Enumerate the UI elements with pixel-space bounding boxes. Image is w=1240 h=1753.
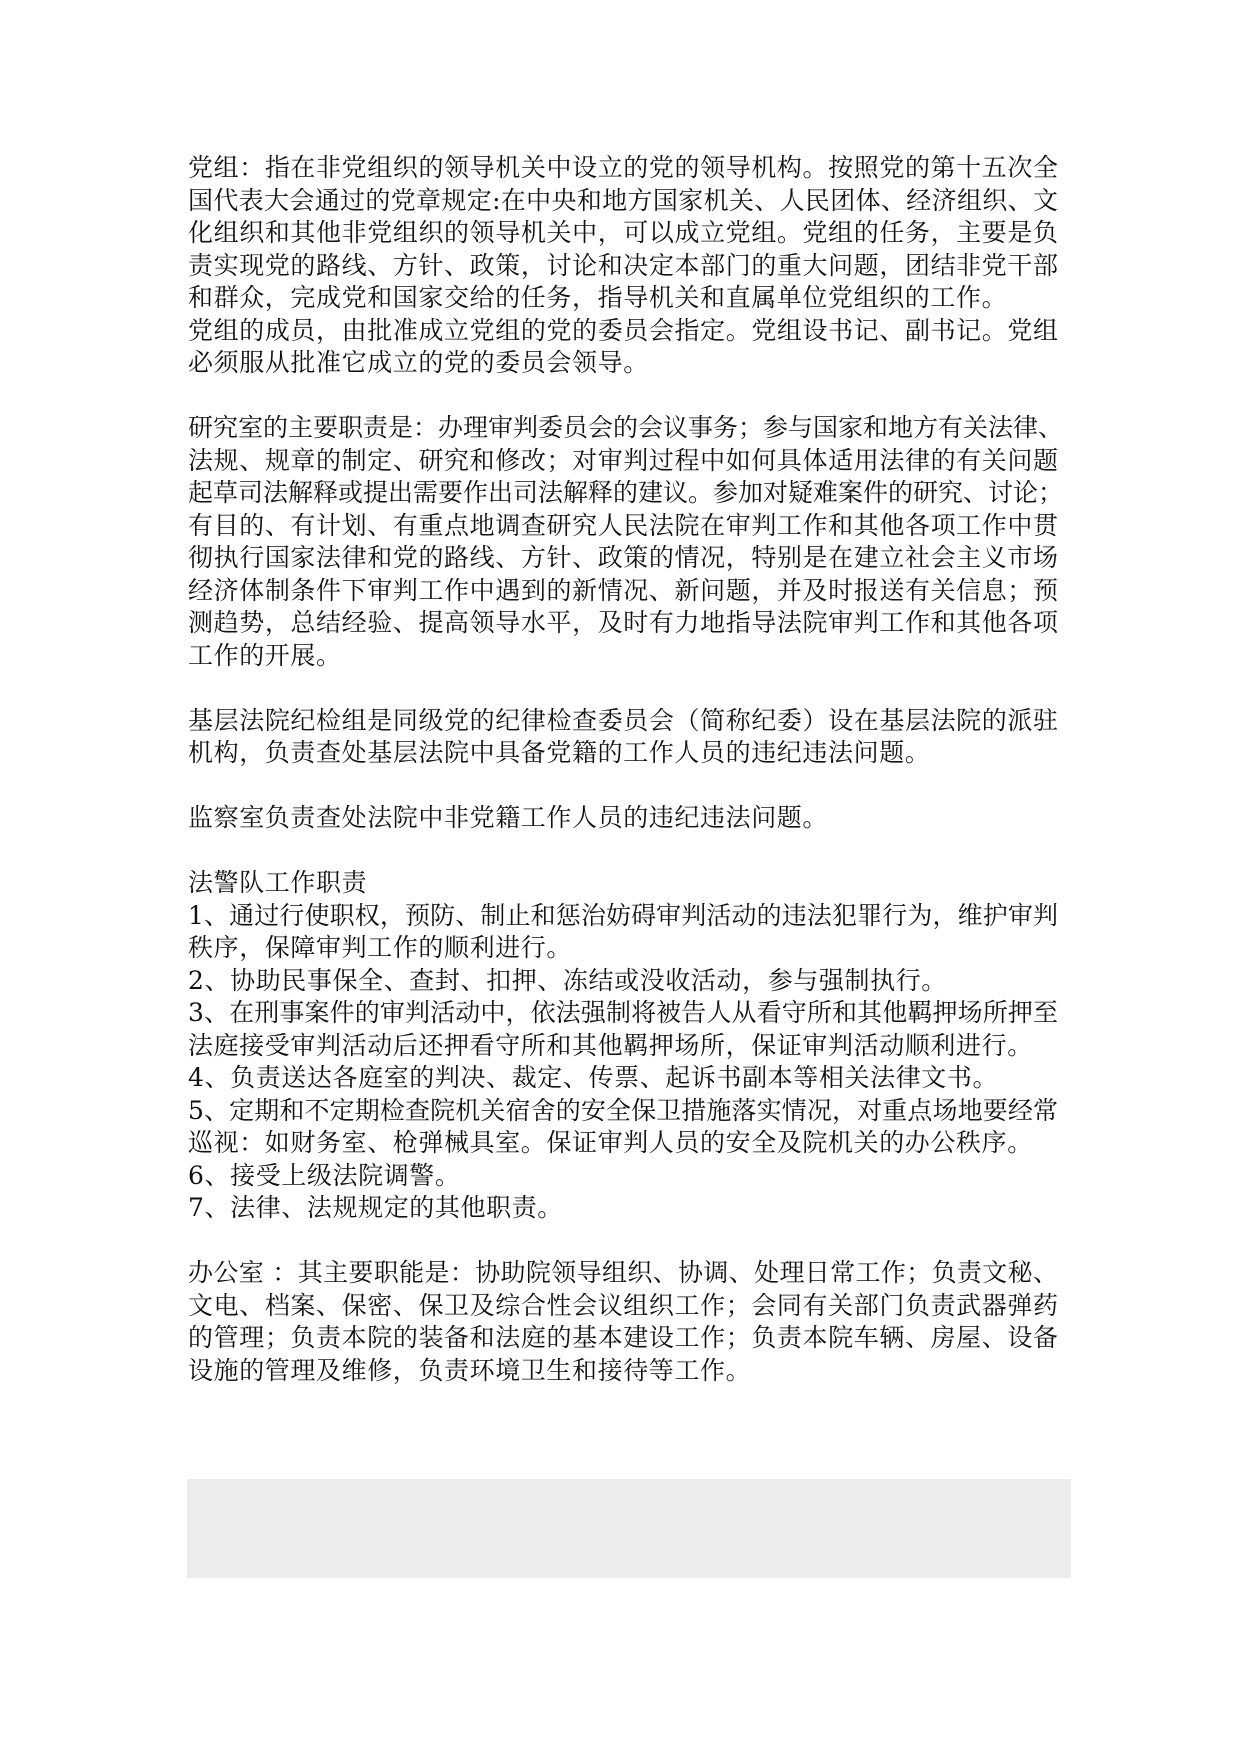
paragraph-party-group [188,152,1058,380]
text-line: 设施的管理及维修，负责环境卫生和接待等工作。 [188,1355,752,1385]
footer-gray-box [187,1479,1071,1578]
text-line: 起草司法解释或提出需要作出司法解释的建议。参加对疑难案件的研究、讨论； [188,478,1064,507]
text-line: 党组的成员，由批准成立党组的党的委员会指定。党组设书记、副书记。党组 [188,315,1058,345]
paragraph-gap [188,380,1058,413]
paragraph-supervision-office [188,802,1058,835]
text-line: 办公室 ：其主要职能是：协助院领导组织、协调、处理日常工作；负责文秘、 [188,1258,1058,1287]
text-line: 文电、档案、保密、保卫及综合性会议组织工作；会同有关部门负责武器弹药 [188,1290,1058,1320]
text-line: 彻执行国家法律和党的路线、方针、政策的情况，特别是在建立社会主义市场 [188,543,1058,572]
text-line: 法庭接受审判活动后还押看守所和其他羁押场所，保证审判活动顺利进行。 [188,1030,1033,1060]
text-line: 测趋势，总结经验、提高领导水平，及时有力地指导法院审判工作和其他各项 [188,608,1058,637]
text-line: 责实现党的路线、方针、政策，讨论和决定本部门的重大问题，团结非党干部 [188,250,1058,280]
text-line: 秩序，保障审判工作的顺利进行。 [188,933,573,962]
text-line: 工作的开展。 [188,640,342,670]
text-line: 的管理；负责本院的装备和法庭的基本建设工作；负责本院车辆、房屋、设备 [188,1323,1058,1352]
text-line: 巡视：如财务室、枪弹械具室。保证审判人员的安全及院机关的办公秩序。 [188,1128,1033,1157]
text-line: 经济体制条件下审判工作中遇到的新情况、新问题，并及时报送有关信息；预 [188,575,1058,605]
text-line: 1、通过行使职权，预防、制止和惩治妨碍审判活动的违法犯罪行为，维护审判 [188,900,1058,930]
text-line: 3、在刑事案件的审判活动中，依法强制将被告人从看守所和其他羁押场所押至 [188,998,1058,1027]
paragraph-gap [188,835,1058,868]
text-line: 7、法律、法规规定的其他职责。 [188,1193,563,1222]
text-line: 法规、规章的制定、研究和修改；对审判过程中如何具体适用法律的有关问题 [188,445,1058,475]
document-body [188,152,1064,1387]
text-line: 机构，负责查处基层法院中具备党籍的工作人员的违纪违法问题。 [188,738,931,767]
paragraph-bailiff-team [188,867,1058,1225]
text-line: 监察室负责查处法院中非党籍工作人员的违纪违法问题。 [188,803,829,832]
text-line: 必须服从批准它成立的党的委员会领导。 [188,348,649,377]
section-heading: 法警队工作职责 [188,868,368,897]
text-line: 研究室的主要职责是：办理审判委员会的会议事务；参与国家和地方有关法律、 [188,413,1064,442]
text-line: 4、负责送达各庭室的判决、裁定、传票、起诉书副本等相关法律文书。 [188,1063,999,1092]
text-line: 2、协助民事保全、查封、扣押、冻结或没收活动，参与强制执行。 [188,965,947,995]
paragraph-research-office [188,412,1064,672]
text-line: 和群众，完成党和国家交给的任务，指导机关和直属单位党组织的工作。 [188,283,1008,312]
paragraph-gap [188,1225,1058,1258]
text-line: 党组：指在非党组织的领导机关中设立的党的领导机构。按照党的第十五次全 [188,153,1058,182]
text-line: 6、接受上级法院调警。 [188,1160,461,1190]
text-line: 基层法院纪检组是同级党的纪律检查委员会（简称纪委）设在基层法院的派驻 [188,705,1058,735]
text-line: 国代表大会通过的党章规定:在中央和地方国家机关、人民团体、经济组织、文 [188,185,1058,215]
text-line: 有目的、有计划、有重点地调查研究人民法院在审判工作和其他各项工作中贯 [188,510,1058,540]
paragraph-discipline-group [188,705,1058,770]
paragraph-gap [188,672,1058,705]
text-line: 5、定期和不定期检查院机关宿舍的安全保卫措施落实情况，对重点场地要经常 [188,1095,1058,1125]
paragraph-gap [188,770,1058,803]
paragraph-general-office [188,1257,1058,1387]
text-line: 化组织和其他非党组织的领导机关中，可以成立党组。党组的任务，主要是负 [188,218,1058,247]
